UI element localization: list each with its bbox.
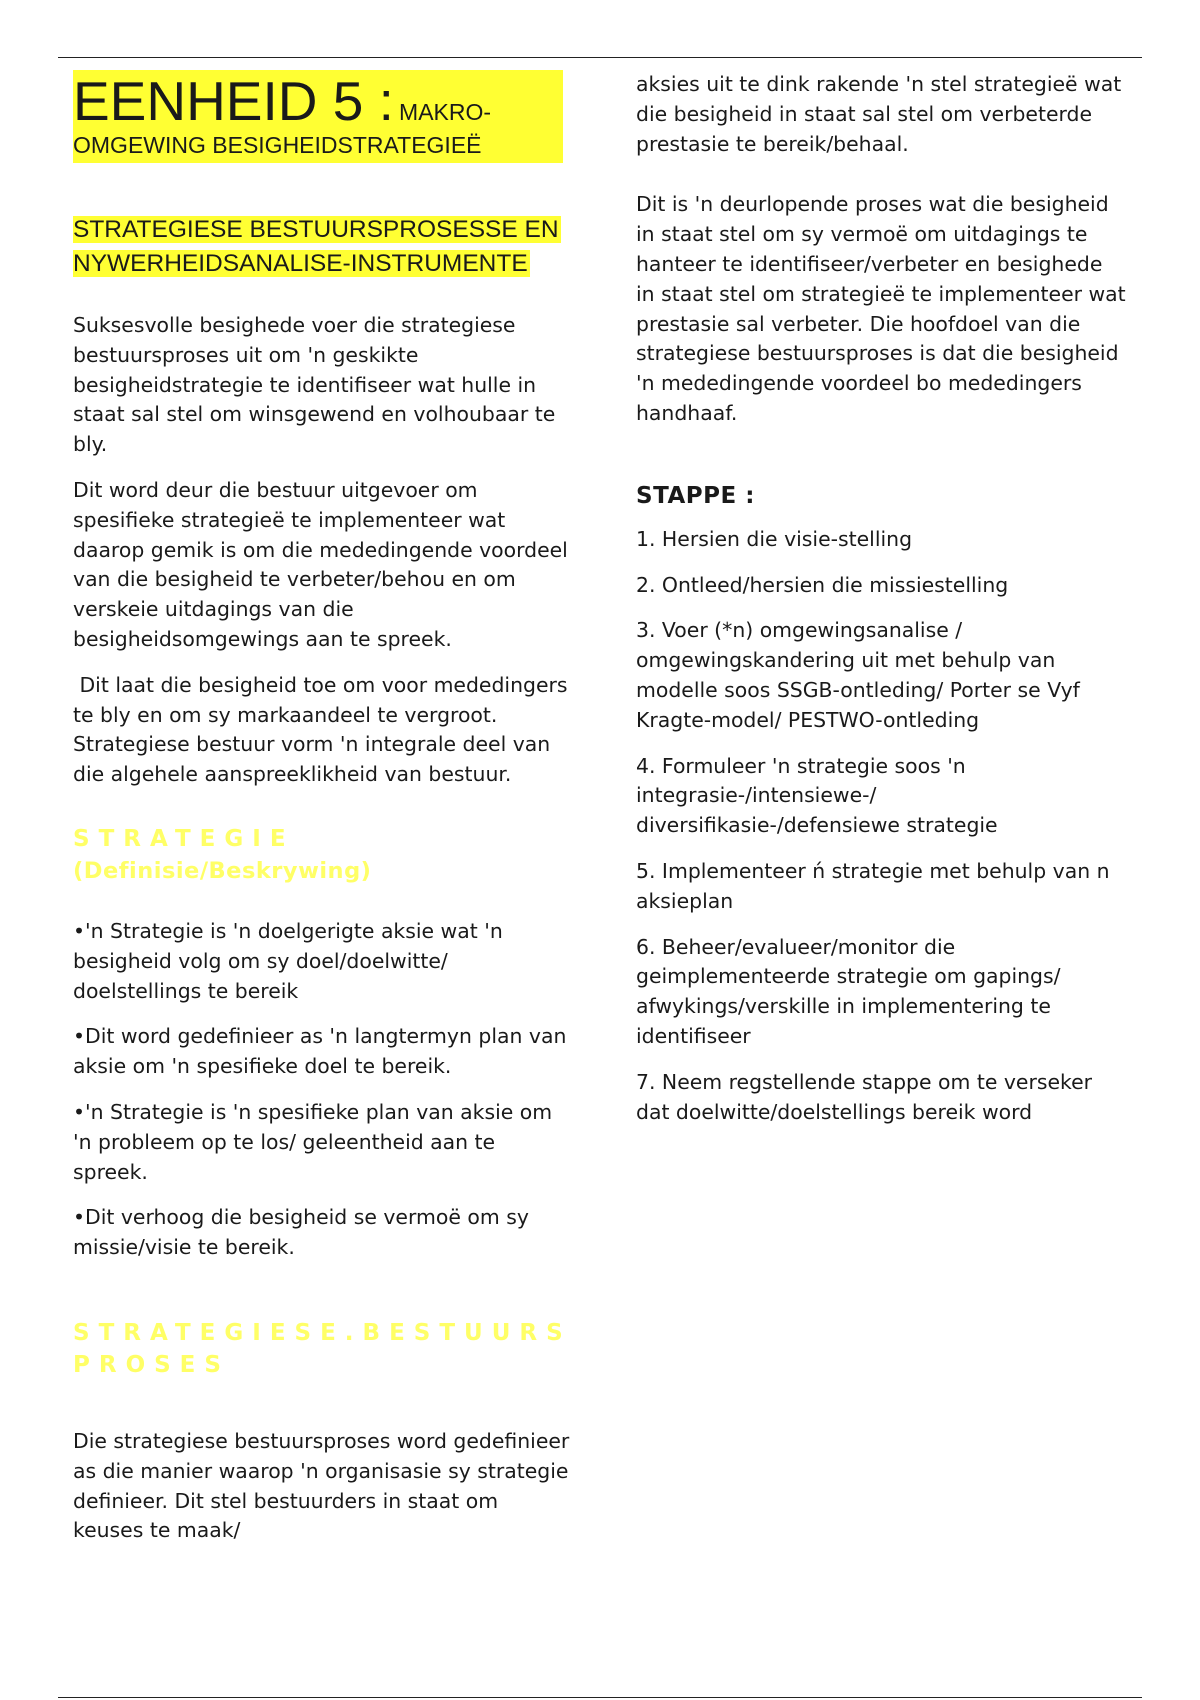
proses-heading-line1: STRATEGIESE.BESTUURS (73, 1319, 572, 1346)
bottom-rule (58, 1697, 1142, 1698)
stap-7: 7. Neem regstellende stappe om te verseker dat doelwitte/doelstellings bereik word (636, 1069, 1093, 1124)
stap-6: 6. Beheer/evalueer/monitor die geimplementeerde strategie om gapings/ afwykings/verskille in implementering te identifiseer (636, 934, 1061, 1048)
section-heading-line1: STRATEGIESE BESTUURSPROSESSE EN (73, 216, 559, 243)
strategie-heading (73, 823, 573, 887)
unit-title (73, 70, 563, 163)
intro-paragraph: Suksesvolle besighede voer die strategiese bestuursproses uit om 'n geskikte besigheidstrategie te identifiseer wat hulle in staat sal stel om winsgewend en volhoubaar te bly. (73, 313, 556, 457)
unit-title-main: EENHEID 5 : (73, 70, 394, 132)
top-rule (58, 57, 1142, 58)
stap-3: 3. Voer (*n) omgewingsanalise / omgewingskandering uit met behulp van modelle soos SSGB-ontleding/ Porter se Vyf Kragte-model/ PESTWO-ontleding (636, 618, 1080, 732)
section-heading-line2: NYWERHEIDSANALISE-INSTRUMENTE (73, 250, 528, 277)
strategie-bullet-3: •'n Strategie is 'n spesifieke plan van aksie om 'n probleem op te los/ geleentheid aan te spreek. (73, 1099, 553, 1184)
deurlopende-paragraph: Dit is 'n deurlopende proses wat die besigheid in staat stel om sy vermoë om uitdagings te hanteer te identifiseer/verbeter en besighede in staat stel om strategieë te implementeer wat prestasie sal verbeter. Die hoofdoel van die strategiese bestuursproses is dat die besigheid 'n mededingende voordeel bo mededingers handhaaf. (636, 192, 1126, 425)
mededingers-paragraph: Dit laat die besigheid toe om voor mededingers te bly en om sy markaandeel te vergroot. Strategiese bestuur vorm 'n integrale deel van die algehele aanspreeklikheid van bestuur. (73, 672, 574, 787)
stappe-heading: STAPPE : (636, 482, 755, 509)
strategie-bullet-2: •Dit word gedefinieer as 'n langtermyn plan van aksie om 'n spesifieke doel te bereik. (73, 1024, 567, 1079)
section-heading (73, 213, 573, 281)
proses-heading-line2: PROSES (73, 1351, 230, 1378)
proses-heading (73, 1317, 573, 1381)
aksies-paragraph: aksies uit te dink rakende 'n stel strategieë wat die besigheid in staat sal stel om verbeterde prestasie te bereik/behaal. (636, 72, 1122, 156)
strategie-bullet-1: •'n Strategie is 'n doelgerigte aksie wat 'n besigheid volg om sy doel/doelwitte/ doelstellings te bereik (73, 918, 503, 1003)
stap-5: 5. Implementeer ń strategie met behulp van n aksieplan (636, 858, 1110, 913)
strategie-heading-line2: (Definisie/Beskrywing) (73, 857, 372, 884)
strategie-bullet-4: •Dit verhoog die besigheid se vermoë om sy missie/visie te bereik. (73, 1205, 529, 1260)
strategie-heading-line1: STRATEGIE (73, 825, 295, 852)
stap-4: 4. Formuleer 'n strategie soos 'n integrasie-/intensiewe-/ diversifikasie-/defensiewe strategie (636, 753, 998, 838)
unit-title-sub-first: MAKRO- (399, 99, 492, 125)
left-column (73, 70, 573, 1546)
stap-2: 2. Ontleed/hersien die missiestelling (636, 572, 1009, 597)
stap-1: 1. Hersien die visie-stelling (636, 526, 913, 551)
bestuur-paragraph: Dit word deur die bestuur uitgevoer om spesifieke strategieë te implementeer wat daarop gemik is om die mededingende voordeel van die besigheid te verbeter/behou en om verskeie uitdagings van die besigheidsomgewings aan te spreek. (73, 477, 568, 651)
unit-title-sub-rest: OMGEWING BESIGHEIDSTRATEGIEË (73, 132, 482, 158)
right-column (636, 70, 1126, 1127)
proses-paragraph: Die strategiese bestuursproses word gedefinieer as die manier waarop 'n organisasie sy strategie definieer. Dit stel bestuurders in staat om keuses te maak/ (73, 1428, 570, 1543)
